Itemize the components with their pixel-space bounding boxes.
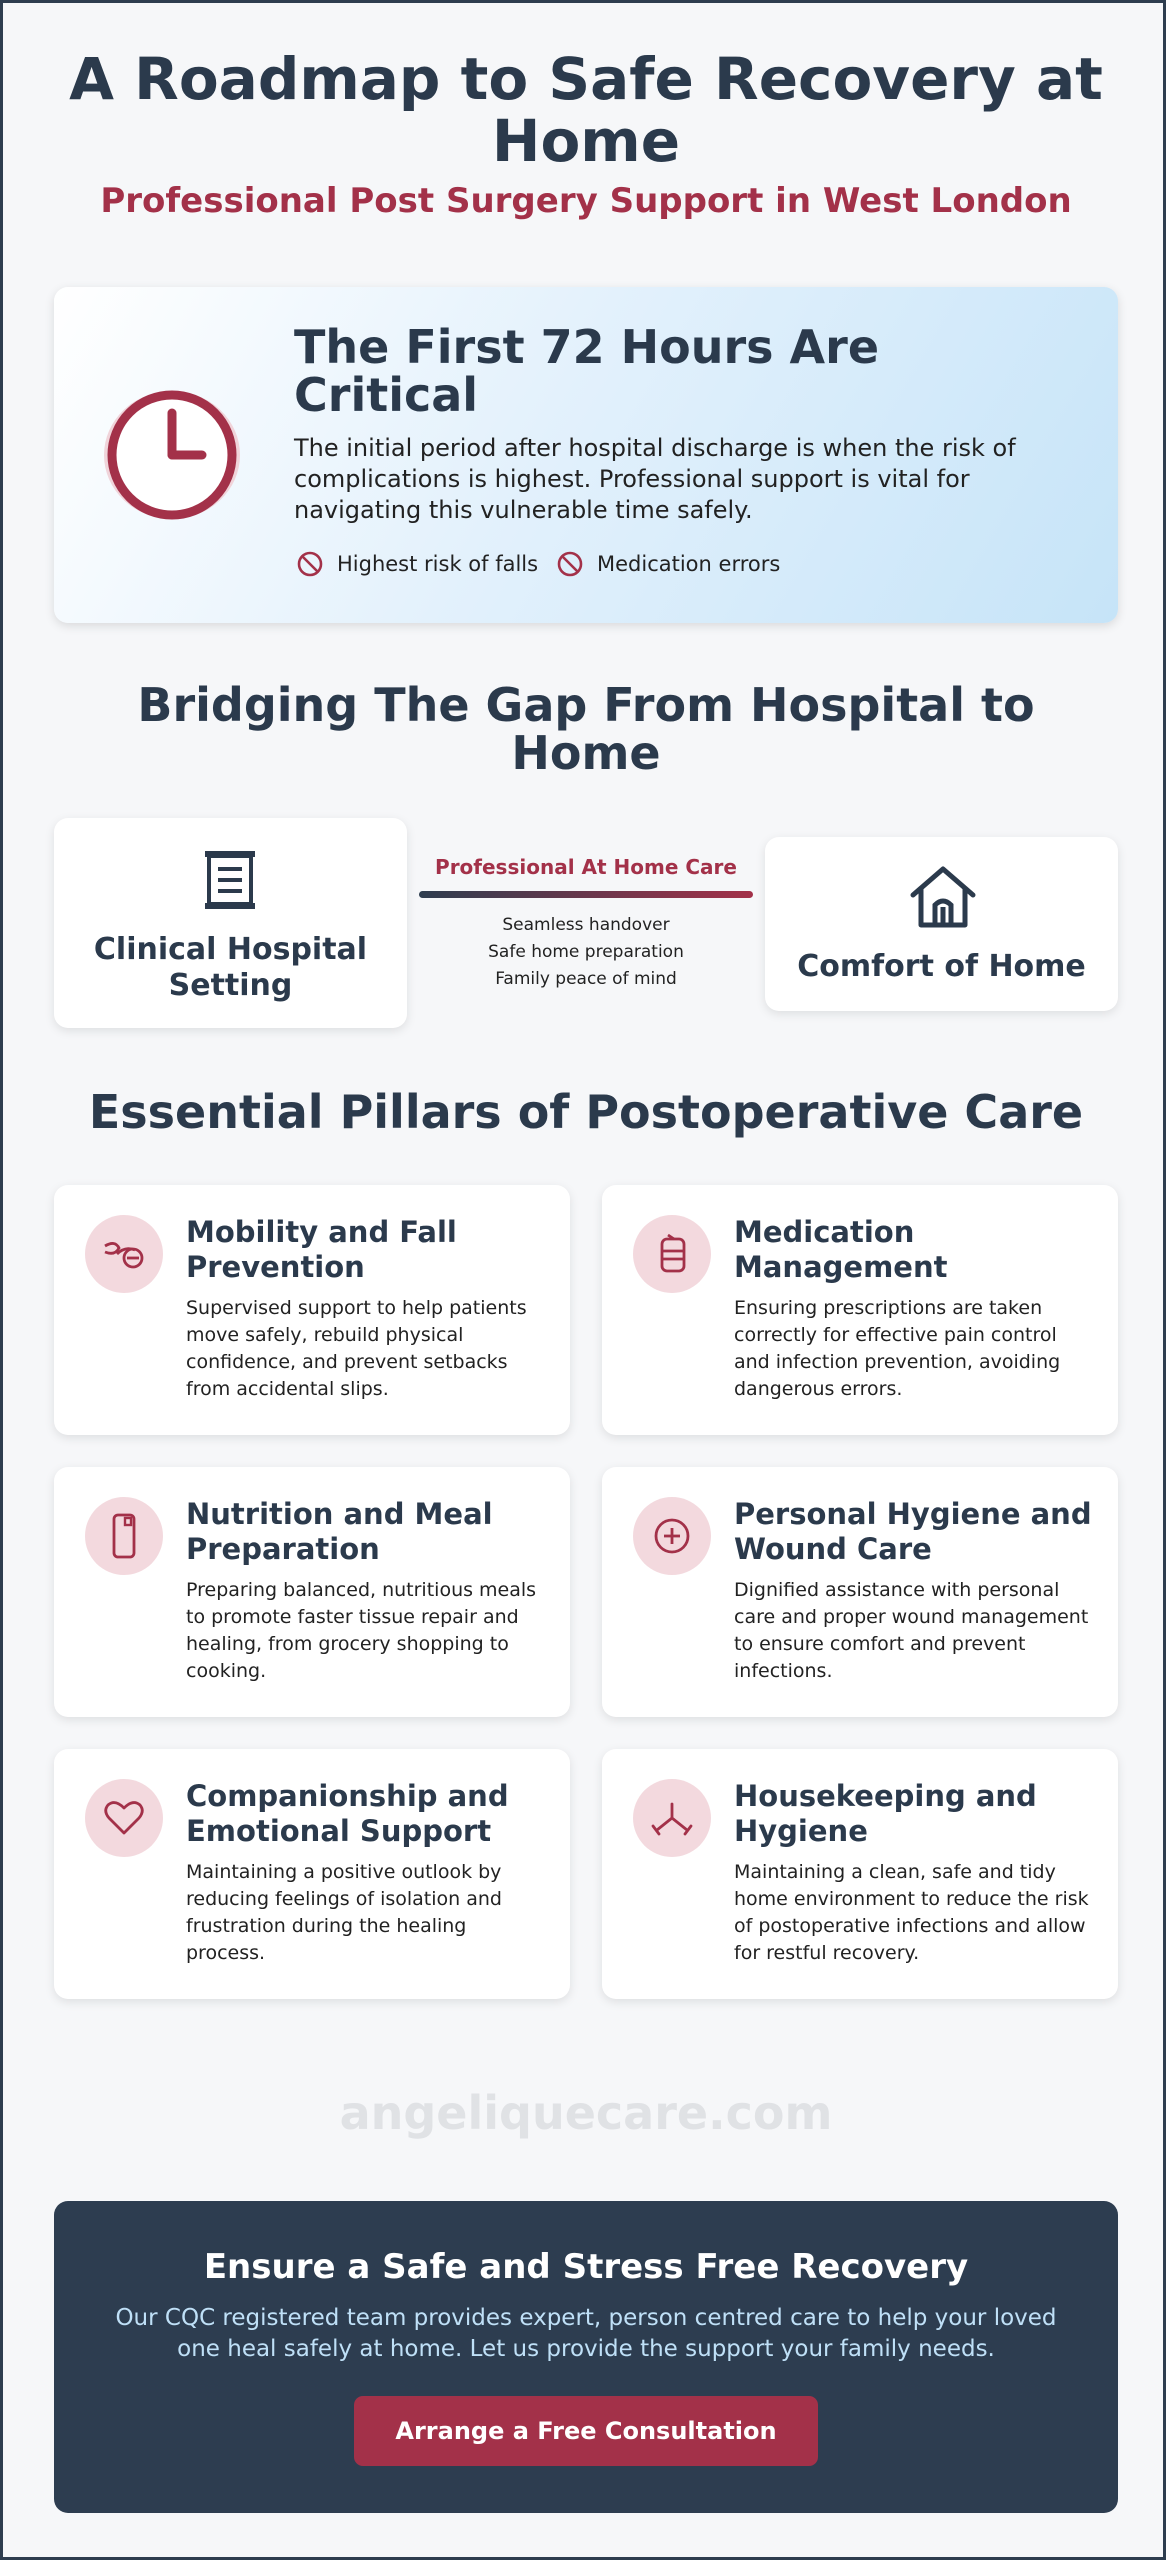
- pillar-description: Supervised support to help patients move safely, rebuild physical confidence, and prevent setbacks from accidental slips.: [186, 1297, 527, 1400]
- pillars-section-title: Essential Pillars of Postoperative Care: [88, 1085, 1084, 1139]
- critical-title: The First 72 Hours Are Critical: [294, 320, 880, 422]
- home-card: [765, 837, 1118, 1011]
- cta-title: Ensure a Safe and Stress Free Recovery: [203, 2247, 969, 2287]
- hospital-card: [54, 818, 407, 1028]
- list-item: Seamless handover: [502, 915, 670, 935]
- critical-description: The initial period after hospital discharge is when the risk of complications is highest. Professional support is vital for navigating this vulnerable time safely.: [294, 434, 1016, 524]
- hospital-icon: [199, 846, 261, 912]
- prohibited-icon: [557, 551, 583, 577]
- clock-icon: [102, 387, 242, 523]
- pillar-title: Mobility and Fall Prevention: [186, 1215, 457, 1284]
- page-subtitle: Professional Post Surgery Support in West London: [100, 181, 1072, 221]
- pillar-description: Maintaining a clean, safe and tidy home environment to reduce the risk of postoperative infections and allow for restful recovery.: [734, 1861, 1089, 1964]
- page-title: A Roadmap to Safe Recovery at Home: [69, 45, 1103, 175]
- list-item: Safe home preparation: [488, 942, 684, 962]
- risk-item: [297, 551, 538, 577]
- pillar-card-mobility: [54, 1185, 570, 1435]
- pillar-card-medication: [602, 1185, 1118, 1435]
- pillar-title: Housekeeping and Hygiene: [734, 1779, 1037, 1848]
- hospital-card-label: Clinical Hospital Setting: [93, 932, 368, 1003]
- pillar-title: Companionship and Emotional Support: [186, 1779, 509, 1848]
- pillar-title: Medication Management: [734, 1215, 948, 1284]
- bridge-section-title: Bridging The Gap From Hospital to Home: [137, 678, 1035, 780]
- heart-icon: [85, 1779, 163, 1857]
- medication-icon: [633, 1215, 711, 1293]
- risk-label-falls: Highest risk of falls: [337, 552, 539, 576]
- pillar-card-hygiene: [602, 1467, 1118, 1717]
- home-card-label: Comfort of Home: [797, 949, 1086, 984]
- cta-description: Our CQC registered team provides expert, person centred care to help your loved one heal safely at home. Let us provide the support your family needs.: [115, 2305, 1057, 2362]
- bridge-connector-label: Professional At Home Care: [435, 855, 737, 879]
- pillar-description: Maintaining a positive outlook by reducing feelings of isolation and frustration during the healing process.: [186, 1861, 502, 1964]
- prohibited-icon: [297, 551, 323, 577]
- bridge-points-list: [419, 912, 753, 993]
- risk-item: [557, 551, 780, 577]
- pillar-title: Personal Hygiene and Wound Care: [734, 1497, 1092, 1566]
- pillar-description: Ensuring prescriptions are taken correctly for effective pain control and infection prevention, avoiding dangerous errors.: [734, 1297, 1061, 1400]
- pillar-description: Preparing balanced, nutritious meals to promote faster tissue repair and healing, from grocery shopping to cooking.: [186, 1579, 537, 1682]
- pillar-card-nutrition: [54, 1467, 570, 1717]
- cleaning-icon: [633, 1779, 711, 1857]
- plus-circle-icon: [633, 1497, 711, 1575]
- risk-label-medication: Medication errors: [597, 552, 781, 576]
- pillar-title: Nutrition and Meal Preparation: [186, 1497, 493, 1566]
- bridge-line: [419, 891, 753, 898]
- consultation-button[interactable]: Arrange a Free Consultation: [354, 2396, 818, 2466]
- website-watermark: angeliquecare.com: [339, 2086, 833, 2140]
- pillar-description: Dignified assistance with personal care and proper wound management to ensure comfort and prevent infections.: [734, 1579, 1089, 1682]
- pillar-card-housekeeping: [602, 1749, 1118, 1999]
- critical-period-card: [54, 287, 1118, 623]
- mobility-icon: [85, 1215, 163, 1293]
- nutrition-icon: [85, 1497, 163, 1575]
- list-item: Family peace of mind: [495, 969, 677, 989]
- cta-panel: [54, 2201, 1118, 2513]
- pillar-card-companionship: [54, 1749, 570, 1999]
- bridge-connector: [419, 855, 753, 993]
- home-icon: [907, 863, 979, 931]
